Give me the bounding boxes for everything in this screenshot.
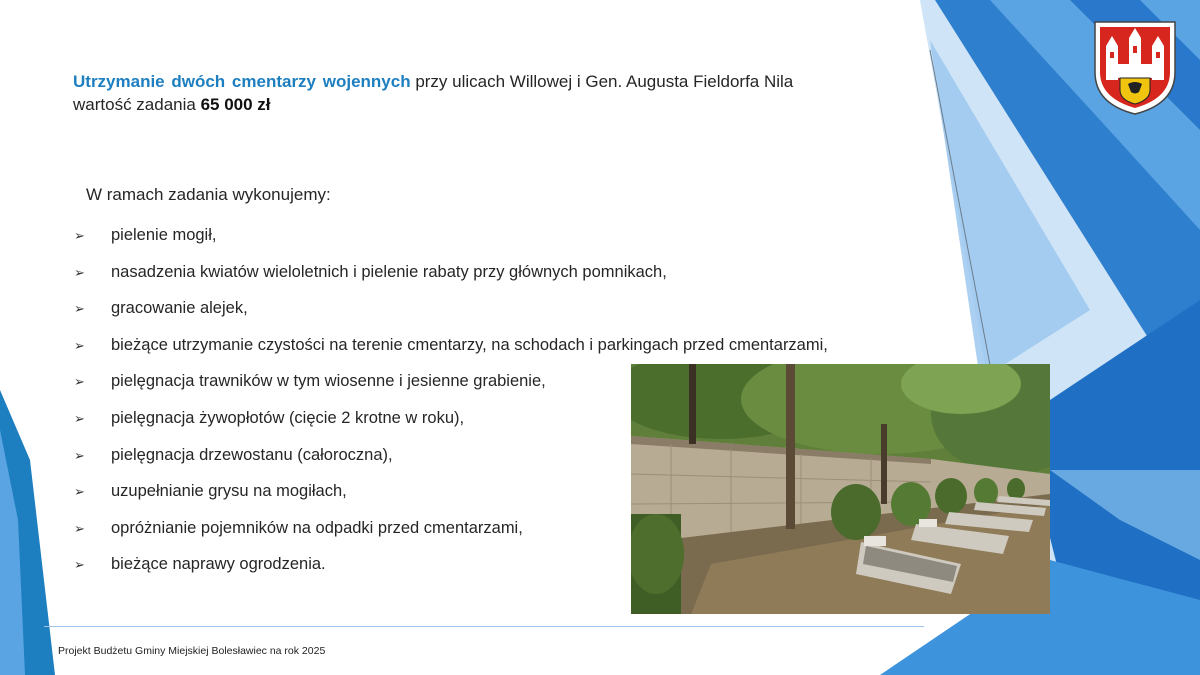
slide-title <box>73 70 893 116</box>
task-text: gracowanie alejek, <box>111 299 248 318</box>
list-item <box>74 297 954 334</box>
task-text: pielęgnacja żywopłotów (cięcie 2 krotne w roku), <box>111 408 465 427</box>
arrow-bullet-icon: ➢ <box>74 520 85 536</box>
arrow-bullet-icon: ➢ <box>74 447 85 463</box>
task-text: uzupełnianie grysu na mogiłach, <box>111 482 347 501</box>
arrow-bullet-icon: ➢ <box>74 557 85 573</box>
footer-divider <box>44 626 924 627</box>
task-text: pielenie mogił, <box>111 226 217 244</box>
task-text: bieżące naprawy ogrodzenia. <box>111 555 326 574</box>
arrow-bullet-icon: ➢ <box>74 410 85 426</box>
arrow-bullet-icon: ➢ <box>74 301 85 317</box>
arrow-bullet-icon: ➢ <box>74 374 85 390</box>
list-item <box>74 261 954 298</box>
list-item <box>74 224 954 261</box>
footer-text: Projekt Budżetu Gminy Miejskiej Bolesławiec na rok 2025 <box>58 645 326 657</box>
task-text: opróżnianie pojemników na odpadki przed cmentarzami, <box>111 518 523 537</box>
coat-of-arms-icon <box>1092 20 1178 116</box>
task-text: pielęgnacja trawników w tym wiosenne i jesienne grabienie, <box>111 372 546 391</box>
arrow-bullet-icon: ➢ <box>74 228 85 243</box>
arrow-bullet-icon: ➢ <box>74 264 85 280</box>
arrow-bullet-icon: ➢ <box>74 484 85 500</box>
intro-text: W ramach zadania wykonujemy: <box>86 185 331 204</box>
title-rest: przy ulicach Willowej i Gen. Augusta Fieldorfa Nila <box>410 72 794 91</box>
task-text: pielęgnacja drzewostanu (całoroczna), <box>111 445 393 464</box>
title-highlight: Utrzymanie dwóch cmentarzy wojennych <box>73 72 411 91</box>
task-text: nasadzenia kwiatów wieloletnich i pielenie rabaty przy głównych pomnikach, <box>111 262 667 281</box>
cemetery-photo <box>631 364 1050 614</box>
value-prefix: wartość zadania <box>73 95 201 114</box>
arrow-bullet-icon: ➢ <box>74 337 85 353</box>
task-value: 65 000 zł <box>200 95 271 114</box>
task-text: bieżące utrzymanie czystości na terenie cmentarzy, na schodach i parkingach przed cmentarzami, <box>111 335 828 354</box>
